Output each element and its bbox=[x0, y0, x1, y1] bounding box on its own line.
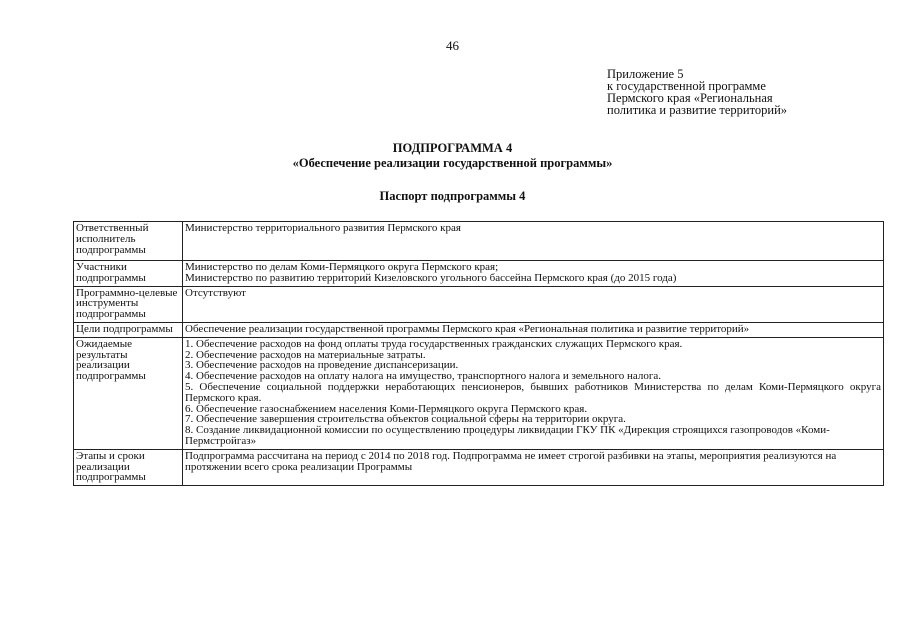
table-row bbox=[74, 322, 884, 337]
appendix-line: Пермского края «Региональная bbox=[607, 91, 773, 105]
appendix-line: Приложение 5 bbox=[607, 67, 684, 81]
content-line: Министерство по развитию территорий Кизеловского угольного бассейна Пермского края (до 2015 года) bbox=[185, 271, 677, 284]
table-row bbox=[74, 286, 884, 322]
subprogram-name: «Обеспечение реализации государственной программы» bbox=[292, 156, 613, 170]
content-line: Подпрограмма рассчитана на период с 2014 по 2018 год. Подпрограмма не имеет строгой разбивки на этапы, мероприятия реализуются на протяжении всего срока реализации Программы bbox=[185, 449, 837, 473]
table-row bbox=[74, 449, 884, 485]
row-content bbox=[183, 449, 884, 485]
row-label: Этапы и сроки реализации подпрограммы bbox=[74, 449, 183, 485]
appendix-note bbox=[607, 68, 897, 116]
content-line: 5. Обеспечение социальной поддержки неработающих пенсионеров, бывших работников Министерства по делам Коми-Пермяцкого округа Пермского края. bbox=[185, 380, 881, 404]
content-line: 6. Обеспечение газоснабжением населения Коми-Пермяцкого округа Пермского края. bbox=[185, 402, 588, 415]
table-row bbox=[74, 337, 884, 449]
content-line: Министерство территориального развития Пермского края bbox=[185, 222, 461, 234]
content-line: Отсутствуют bbox=[185, 286, 246, 299]
row-label: Ожидаемые результаты реализации подпрограммы bbox=[74, 337, 183, 449]
table-row bbox=[74, 261, 884, 287]
table-row bbox=[74, 222, 884, 261]
appendix-line: к государственной программе bbox=[607, 79, 766, 93]
content-line: 3. Обеспечение расходов на проведение диспансеризации. bbox=[185, 359, 459, 372]
row-label: Участники подпрограммы bbox=[74, 261, 183, 287]
row-content bbox=[183, 222, 884, 261]
content-line: 7. Обеспечение завершения строительства объектов социальной сферы на территории округа. bbox=[185, 413, 626, 426]
passport-title: Паспорт подпрограммы 4 bbox=[379, 189, 526, 203]
content-line: 8. Создание ликвидационной комиссии по осуществлению процедуры ликвидации ГКУ ПК «Дирекция строящихся газопроводов «Коми-Пермстройгаз» bbox=[185, 424, 830, 447]
subprogram-heading: ПОДПРОГРАММА 4 bbox=[392, 141, 513, 155]
row-content bbox=[183, 337, 884, 449]
row-content bbox=[183, 322, 884, 337]
content-line: Обеспечение реализации государственной программы Пермского края «Региональная политика и развитие территорий» bbox=[185, 322, 750, 335]
page-number: 46 bbox=[446, 38, 459, 53]
document-title bbox=[0, 141, 905, 171]
row-label: Программно-целевые инструменты подпрограммы bbox=[74, 286, 183, 322]
appendix-line: политика и развитие территорий» bbox=[607, 103, 788, 117]
row-content bbox=[183, 286, 884, 322]
content-line: 2. Обеспечение расходов на материальные затраты. bbox=[185, 348, 426, 361]
content-line: 4. Обеспечение расходов на оплату налога на имущество, транспортного налога и земельного налога. bbox=[185, 370, 661, 383]
content-line: Министерство по делам Коми-Пермяцкого округа Пермского края; bbox=[185, 261, 499, 273]
row-label: Ответственный исполнитель подпрограммы bbox=[74, 222, 183, 261]
passport-table bbox=[73, 221, 884, 486]
content-line: 1. Обеспечение расходов на фонд оплаты труда государственных гражданских служащих Пермского края. bbox=[185, 337, 683, 350]
row-label: Цели подпрограммы bbox=[74, 322, 183, 337]
row-content bbox=[183, 261, 884, 287]
